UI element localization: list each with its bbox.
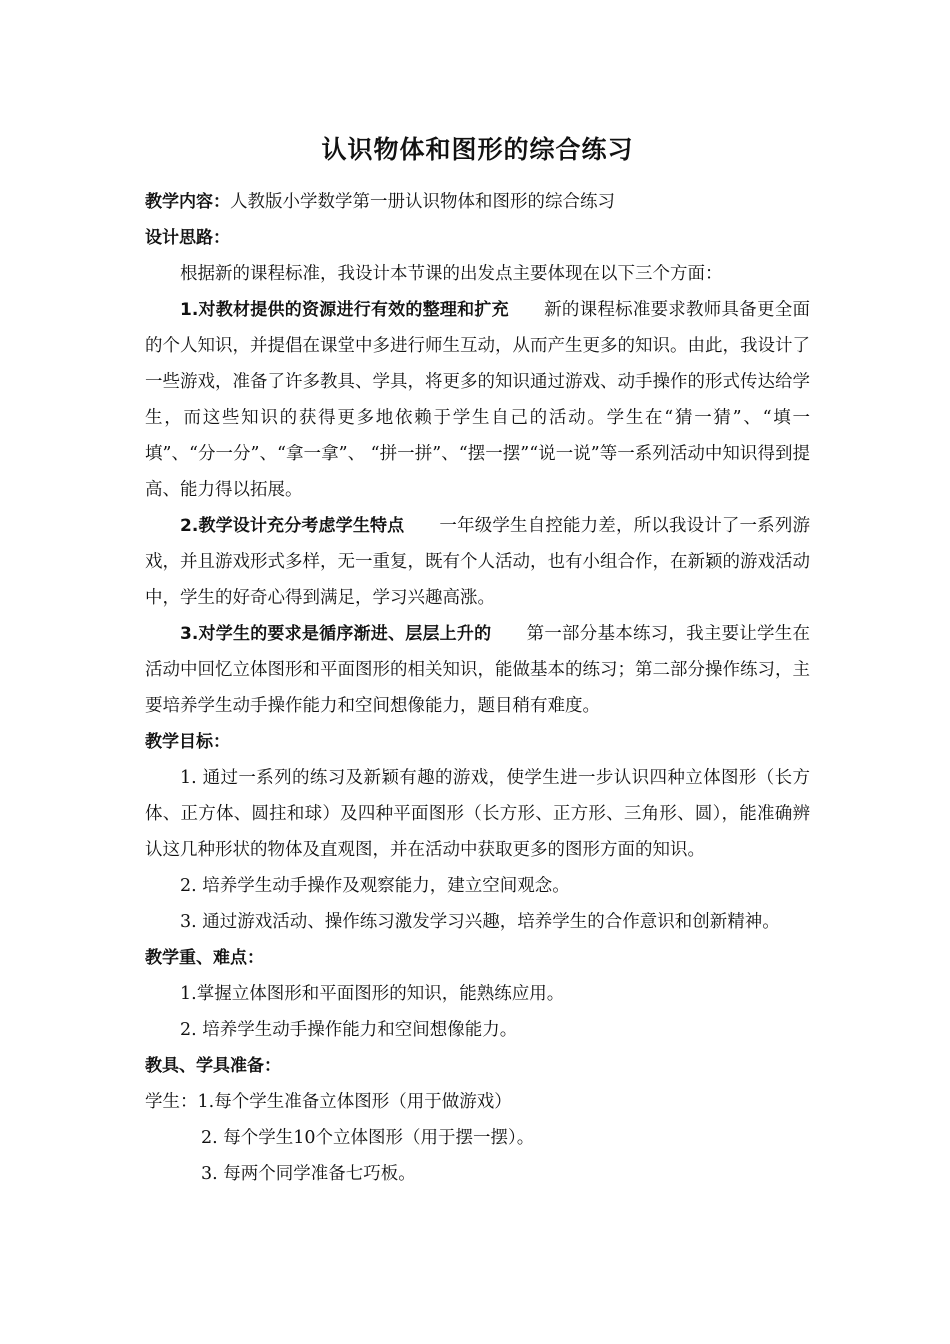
design-point-heading: 1.对教材提供的资源进行有效的整理和扩充: [180, 300, 509, 320]
design-point-heading: 3.对学生的要求是循序渐进、层层上升的: [180, 624, 492, 644]
content-line: [145, 184, 810, 220]
design-point-heading: 2.教学设计充分考虑学生特点: [180, 516, 405, 536]
design-intro: 根据新的课程标准，我设计本节课的出发点主要体现在以下三个方面：: [180, 264, 723, 284]
document-body: [145, 184, 810, 1192]
goals-label: 教学目标：: [145, 732, 230, 752]
design-point-2: [145, 508, 810, 616]
goal-item: 1. 通过一系列的练习及新颖有趣的游戏，使学生进一步认识四种立体图形（长方体、正方体、圆拄和球）及四种平面图形（长方形、正方形、三角形、圆），能准确辨认这几种形状的物体及直观图，并在活动中获取更多的图形方面的知识。: [145, 768, 810, 860]
content-label: 教学内容：: [145, 192, 230, 212]
tools-item: 2. 每个学生10个立体图形（用于摆一摆）。: [201, 1128, 535, 1148]
content-text: 人教版小学数学第一册认识物体和图形的综合练习: [230, 192, 615, 212]
keypoint-item: 1.掌握立体图形和平面图形的知识，能熟练应用。: [180, 984, 565, 1004]
design-point-text: 一年级学生自控能力差，所以我设计了一系列游戏，并且游戏形式多样，无一重复，既有个人活动，也有小组合作，在新颖的游戏活动中，学生的好奇心得到满足，学习兴趣高涨。: [145, 516, 810, 608]
design-point-1: [145, 292, 810, 508]
tools-item: 1.每个学生准备立体图形（用于做游戏）: [197, 1092, 512, 1112]
keypoints-label: 教学重、难点：: [145, 948, 264, 968]
keypoint-item: 2. 培养学生动手操作能力和空间想像能力。: [180, 1020, 518, 1040]
goal-item: 3. 通过游戏活动、操作练习激发学习兴趣，培养学生的合作意识和创新精神。: [180, 912, 780, 932]
design-point-3: [145, 616, 810, 724]
design-point-text: 新的课程标准要求教师具备更全面的个人知识，并提倡在课堂中多进行师生互动，从而产生更多的知识。由此，我设计了一些游戏，准备了许多教具、学具，将更多的知识通过游戏、动手操作的形式传达给学生，而这些知识的获得更多地依赖于学生自己的活动。学生在“猜一猜”、“填一填”、“分一分”、“拿一拿”、 “拼一拼”、“摆一摆”“说一说”等一系列活动中知识得到提高、能力得以拓展。: [145, 300, 810, 500]
tools-student-prefix: 学生：: [145, 1092, 198, 1112]
design-label: 设计思路：: [145, 228, 230, 248]
goal-item: 2. 培养学生动手操作及观察能力，建立空间观念。: [180, 876, 570, 896]
document-title: 认识物体和图形的综合练习: [321, 135, 634, 164]
tools-item: 3. 每两个同学准备七巧板。: [201, 1164, 416, 1184]
design-point-text: 第一部分基本练习，我主要让学生在活动中回忆立体图形和平面图形的相关知识，能做基本的练习；第二部分操作练习，主要培养学生动手操作能力和空间想像能力，题目稍有难度。: [145, 624, 810, 716]
tools-label: 教具、学具准备：: [145, 1056, 281, 1076]
tools-student-line: [145, 1084, 810, 1120]
